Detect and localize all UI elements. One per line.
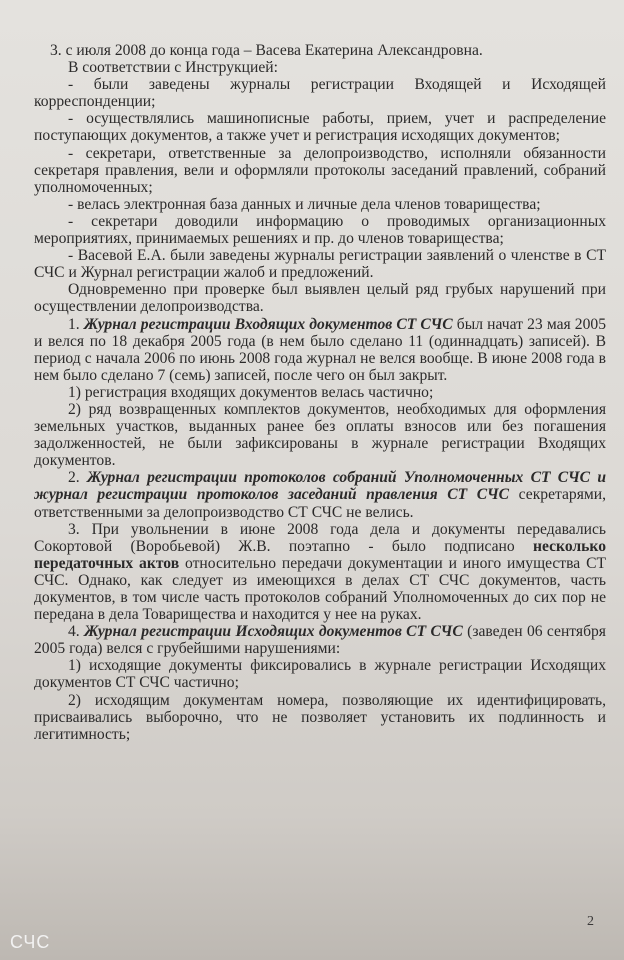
item-1-sub-2: 2) ряд возвращенных комплектов документов, необходимых для оформления земельных участков, выданных ранее без оплаты взносов или без погашения задолженностей, не были зафиксированы в журнале регистрации Входящих документов. xyxy=(34,400,606,470)
item-2-text: секретарями, ответственными за делопроизводство СТ СЧС не велись. xyxy=(34,486,607,521)
item-2 xyxy=(34,469,606,520)
document-body xyxy=(34,42,606,743)
item-1-text: был начат 23 мая 2005 и велся по 18 декабря 2005 года (в нем было сделано 11 (одиннадцать) записей). В период с начала 2006 по июнь 2008 года журнал не велся вообще. В июне 2008 года в нем было сделано 7 (семь) записей, после чего он был закрыт. xyxy=(34,315,606,384)
paragraph-bullet-vaseva: - Васевой Е.А. были заведены журналы регистрации заявлений о членстве в СТ СЧС и Журнал регистрации жалоб и предложений. xyxy=(34,247,606,282)
item-2-title: Журнал регистрации протоколов собраний Уполномоченных СТ СЧС и журнал регистрации протоколов заседаний правления СТ СЧС xyxy=(34,469,606,504)
paragraph-bullet-secretaries: - секретари, ответственные за делопроизводство, исполняли обязанности секретаря правления, вели и оформляли протоколы заседаний правлений, собраний уполномоченных; xyxy=(34,144,606,196)
item-4-text: (заведен 06 сентября 2005 года) велся с грубейшими нарушениями: xyxy=(34,623,606,658)
item-3-text-a: 3. При увольнении в июне 2008 года дела и документы передавались Сокортовой (Воробьевой) Ж.В. поэтапно - было подписано xyxy=(34,520,606,555)
watermark-text: СЧС xyxy=(10,932,51,952)
item-4-number: 4. xyxy=(68,623,80,641)
item-1-number: 1. xyxy=(68,315,80,333)
item-1-sub-1: 1) регистрация входящих документов велась частично; xyxy=(68,383,434,401)
paragraph-bullet-journals: - были заведены журналы регистрации Входящей и Исходящей корреспонденции; xyxy=(34,76,606,111)
item-4-sub-2: 2) исходящим документам номера, позволяющие их идентифицировать, присваивались выборочно, что не позволяет установить их подлинность и легитимность; xyxy=(34,691,606,743)
item-4-title: Журнал регистрации Исходящих документов СТ СЧС xyxy=(84,623,463,641)
item-3 xyxy=(34,521,606,624)
item-2-number: 2. xyxy=(68,469,80,487)
item-4 xyxy=(34,623,606,657)
paragraph-instruction-intro: В соответствии с Инструкцией: xyxy=(68,59,278,77)
item-4-sub-1: 1) исходящие документы фиксировались в журнале регистрации Исходящих документов СТ СЧС частично; xyxy=(34,657,606,692)
item-1 xyxy=(34,316,606,384)
paragraph-bullet-database: - велась электронная база данных и личные дела членов товарищества; xyxy=(68,195,541,213)
paragraph-bullet-typing: - осуществлялись машинописные работы, прием, учет и распределение поступающих документов, а также учет и регистрация исходящих документов; xyxy=(34,110,606,145)
paragraph-period-3: 3. с июля 2008 до конца года – Васева Екатерина Александровна. xyxy=(50,42,483,59)
item-3-bold: несколько передаточных актов xyxy=(34,537,606,572)
item-3-text-b: относительно передачи документации и иного имущества СТ СЧС. Однако, как следует из имеющихся в делах СТ СЧС документов, часть документов, в том числе часть протоколов собраний Уполномоченных до сих пор не передана в дела Товарищества и находится у нее на руках. xyxy=(34,554,607,624)
paragraph-violations-intro: Одновременно при проверке был выявлен целый ряд грубых нарушений при осуществлении делопроизводства. xyxy=(34,281,606,316)
paragraph-bullet-informing: - секретари доводили информацию о проводимых организационных мероприятиях, принимаемых решениях и пр. до членов товарищества; xyxy=(34,212,606,248)
item-1-title: Журнал регистрации Входящих документов СТ СЧС xyxy=(83,315,453,333)
page-number: 2 xyxy=(587,914,594,929)
